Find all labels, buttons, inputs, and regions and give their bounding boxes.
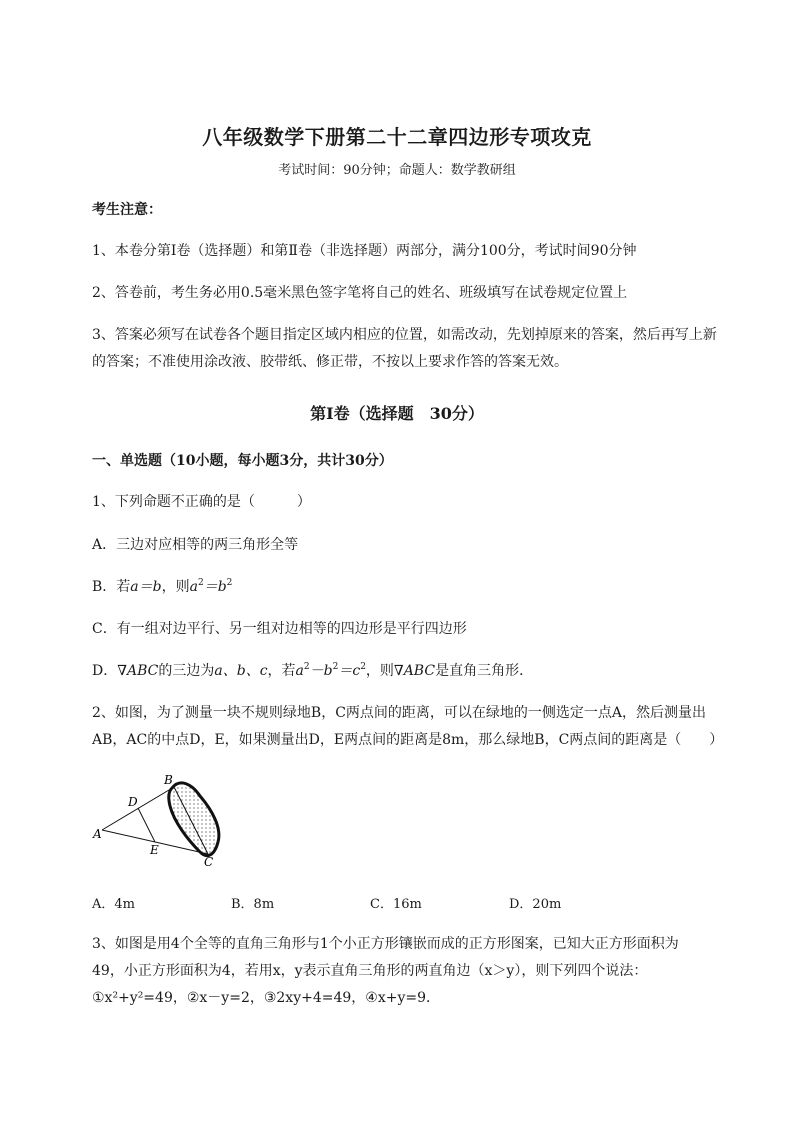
q2-stem-line2: AB，AC的中点D，E，如果测量出D，E两点间的距离是8m，那么绿地B，C两点间的距离是（ ） [92, 732, 724, 748]
q2-option-b: B．8m [231, 897, 275, 912]
notice-item-3: 3、答案必须写在试卷各个题目指定区域内相应的位置，如需改动，先划掉原来的答案，然后再写上新 [92, 327, 717, 343]
section-title: 第I卷（选择题 30分） [310, 404, 484, 423]
notice-item-2: 2、答卷前，考生务必用0.5毫米黑色签字笔将自己的姓名、班级填写在试卷规定位置上 [92, 285, 628, 301]
segment-de [138, 808, 155, 842]
label-a: A [93, 827, 102, 841]
green-land-shape [169, 783, 219, 856]
q2-option-a: A．4m [92, 897, 135, 912]
page-title: 八年级数学下册第二十二章四边形专项攻克 [202, 125, 592, 149]
notice-item-1: 1、本卷分第I卷（选择题）和第Ⅱ卷（非选择题）两部分，满分100分，考试时间90分钟 [92, 243, 637, 259]
q2-figure [88, 770, 238, 870]
label-b: B [164, 773, 173, 787]
q3-stem-line1: 3、如图是用4个全等的直角三角形与1个小正方形镶嵌而成的正方形图案，已知大正方形面积为 [92, 936, 679, 952]
q1-option-c: C．有一组对边平行、另一组对边相等的四边形是平行四边形 [92, 621, 467, 637]
q2-options [92, 893, 752, 912]
page-subtitle: 考试时间：90分钟；命题人：数学教研组 [278, 163, 516, 178]
notice-item-3-cont: 的答案；不准使用涂改液、胶带纸、修正带，不按以上要求作答的答案无效。 [92, 354, 568, 370]
q1-stem: 1、下列命题不正确的是（ ） [92, 494, 311, 510]
q2-option-c: C．16m [370, 897, 422, 912]
part-heading: 一、单选题（10小题，每小题3分，共计30分） [92, 453, 393, 469]
q1-option-b: B．若a＝b，则$a^2=b^2$ [92, 578, 233, 595]
q2-stem-line1: 2、如图，为了测量一块不规则绿地B，C两点间的距离，可以在绿地的一侧选定一点A，然后测量出 [92, 705, 707, 721]
q3-stem-line2: 49，小正方形面积为4，若用x，y表示直角三角形的两直角边（x＞y），则下列四个说法： [92, 963, 648, 979]
notice-heading: 考生注意： [92, 202, 162, 218]
q1-option-d: D．∇ABC的三边为a、b、c，若$a^2-b^2=c^2$，则∇ABC是直角三角形． [92, 662, 534, 679]
label-e: E [150, 843, 159, 857]
q1-option-a: A．三边对应相等的两三角形全等 [92, 537, 299, 553]
q2-option-d: D．20m [509, 897, 562, 912]
label-c: C [204, 855, 214, 869]
q3-stem-line3: ①x²+y²=49，②x－y=2，③2xy+4=49，④x+y=9． [92, 990, 441, 1006]
label-d: D [128, 795, 138, 809]
